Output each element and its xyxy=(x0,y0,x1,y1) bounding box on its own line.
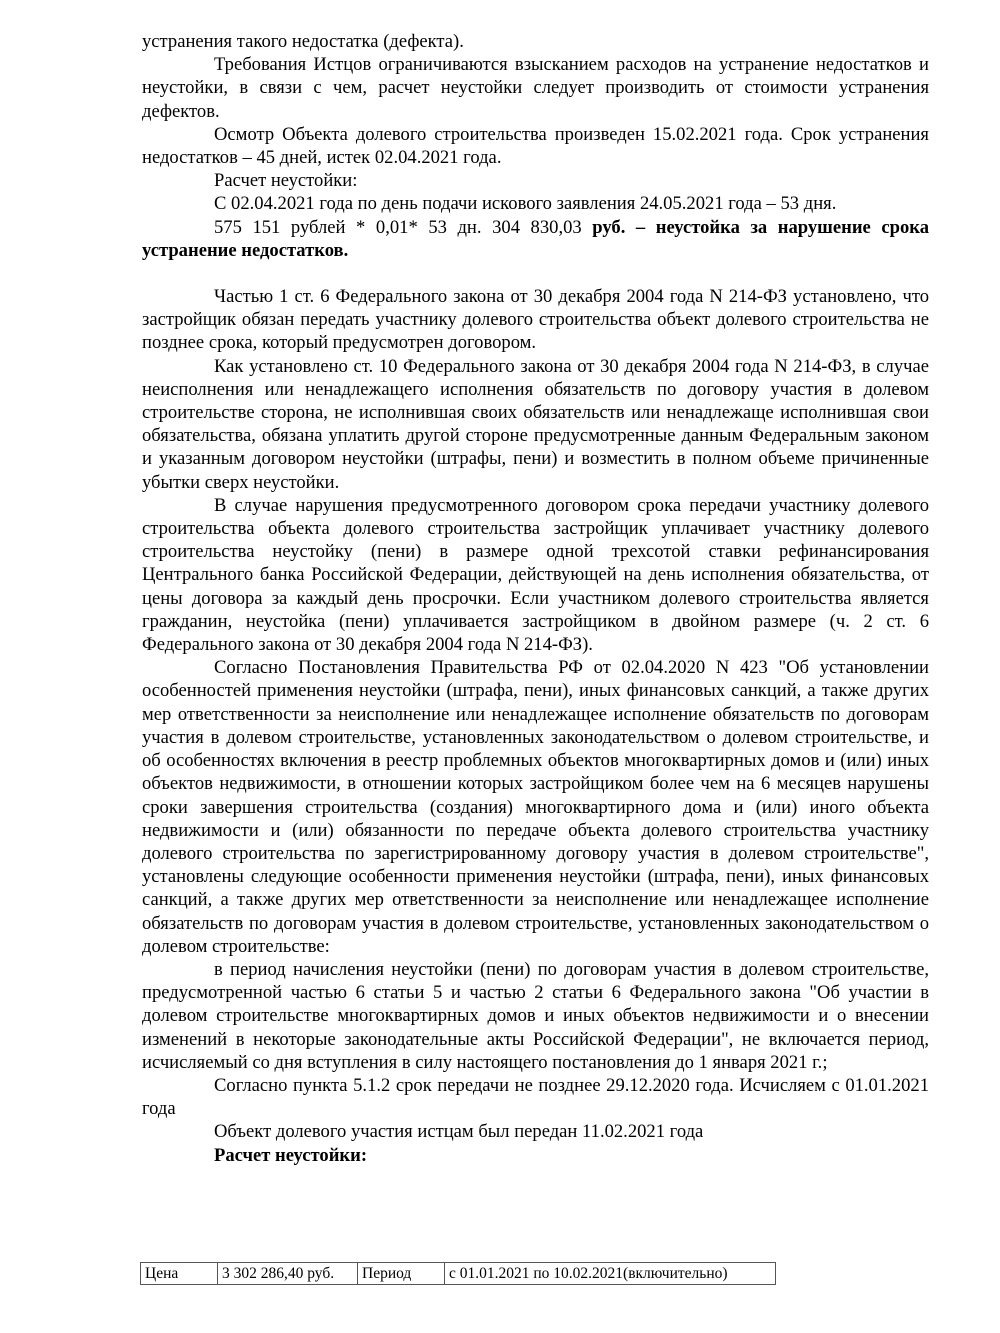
paragraph: С 02.04.2021 года по день подачи искового заявления 24.05.2021 года – 53 дня. xyxy=(214,193,837,215)
table-row xyxy=(141,1263,776,1285)
paragraph: В случае нарушения предусмотренного договором срока передачи участнику долевого строительства объекта долевого строительства застройщик уплачивает участнику долевого строительства неустойку (пени) в размере одной трехсотой ставки рефинансирования Центрального банка Российской Федерации, действующей на день исполнения обязательства, от цены договора за каждый день просрочки. Если участником долевого строительства является гражданин, неустойка (пени) уплачивается застройщиком в двойном размере (ч. 2 ст. 6 Федерального закона от 30 декабря 2004 года N 214-ФЗ). xyxy=(142,494,929,656)
penalty-formula: 575 151 рублей * 0,01* 53 дн. 304 830,03 xyxy=(214,216,593,238)
paragraph-penalty-result xyxy=(142,216,929,262)
paragraph: Согласно Постановления Правительства РФ от 02.04.2020 N 423 "Об установлении особенностей применения неустойки (штрафа, пени), иных финансовых санкций, а также других мер ответственности за неисполнение или ненадлежащее исполнение обязательств по договорам участия в долевом строительстве, установленных законодательством о долевом строительстве, и об особенностях включения в реестр проблемных объектов многоквартирных домов и (или) иных объектов недвижимости, в отношении которых застройщиком более чем на 6 месяцев нарушены сроки завершения строительства (создания) многоквартирного дома и (или) иного объекта недвижимости и (или) обязанности по передаче объекта долевого строительства участнику долевого строительства по зарегистрированному договору участия в долевом строительстве", установлены следующие особенности применения неустойки (штрафа, пени), иных финансовых санкций, а также других мер ответственности за неисполнение или ненадлежащее исполнение обязательств по договорам участия в долевом строительстве, установленных законодательством о долевом строительстве: xyxy=(142,657,929,957)
period-value-cell: с 01.01.2021 по 10.02.2021(включительно) xyxy=(445,1263,776,1285)
period-label-cell: Период xyxy=(358,1263,445,1285)
penalty-result-bold: руб. – неустойка за нарушение срока устранение недостатков. xyxy=(142,216,929,261)
calculation-table xyxy=(140,1262,776,1285)
paragraph: Требования Истцов ограничиваются взысканием расходов на устранение недостатков и неустойки, в связи с чем, расчет неустойки следует производить от стоимости устранения дефектов. xyxy=(142,54,929,122)
paragraph: Осмотр Объекта долевого строительства произведен 15.02.2021 года. Срок устранения недостатков – 45 дней, истек 02.04.2021 года. xyxy=(142,123,929,169)
paragraph: Частью 1 ст. 6 Федерального закона от 30 декабря 2004 года N 214-ФЗ установлено, что застройщик обязан передать участнику долевого строительства объект долевого строительства не позднее срока, который предусмотрен договором. xyxy=(142,286,929,354)
paragraph: Объект долевого участия истцам был передан 11.02.2021 года xyxy=(214,1121,704,1143)
section-heading: Расчет неустойки: xyxy=(214,1144,368,1166)
paragraph: Как установлено ст. 10 Федерального закона от 30 декабря 2004 года N 214-ФЗ, в случае неисполнения или ненадлежащего исполнения обязательств по договору участия в долевом строительстве сторона, не исполнившая своих обязательств или ненадлежаще исполнившая свои обязательства, обязана уплатить другой стороне предусмотренные данным Федеральным законом и указанным договором неустойки (штрафы, пени) и возместить в полном объеме причиненные убытки сверх неустойки. xyxy=(142,355,929,493)
paragraph: в период начисления неустойки (пени) по договорам участия в долевом строительстве, предусмотренной частью 6 статьи 5 и частью 2 статьи 6 Федерального закона "Об участии в долевом строительстве многоквартирных домов и иных объектов недвижимости и о внесении изменений в некоторые законодательные акты Российской Федерации", не включается период, исчисляемый со дня вступления в силу настоящего постановления до 1 января 2021 г.; xyxy=(142,958,929,1073)
paragraph: Согласно пункта 5.1.2 срок передачи не позднее 29.12.2020 года. Исчисляем с 01.01.2021 года xyxy=(142,1074,929,1120)
paragraph: устранения такого недостатка (дефекта). xyxy=(142,31,464,52)
blank-line xyxy=(142,262,929,285)
price-label-cell: Цена xyxy=(141,1263,218,1285)
document-page xyxy=(142,30,929,1167)
price-value-cell: 3 302 286,40 руб. xyxy=(218,1263,358,1285)
paragraph: Расчет неустойки: xyxy=(214,170,358,192)
